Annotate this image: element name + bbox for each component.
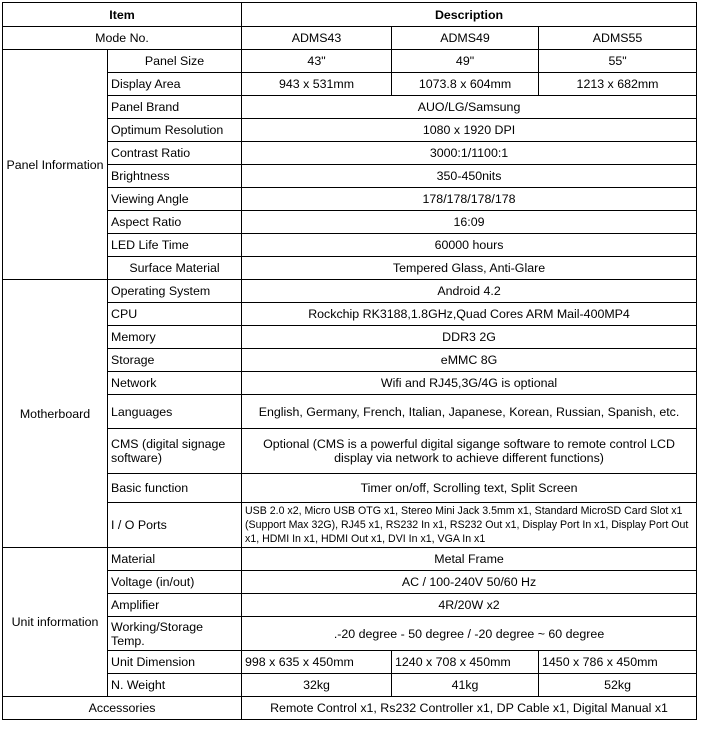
row-value: Android 4.2 bbox=[242, 280, 697, 303]
row-value: AC / 100-240V 50/60 Hz bbox=[242, 571, 697, 594]
header-row bbox=[3, 3, 697, 27]
row-label: Brightness bbox=[108, 165, 242, 188]
row-value: 49" bbox=[392, 50, 539, 73]
model-row bbox=[3, 27, 697, 50]
table-row bbox=[3, 257, 697, 280]
row-value: 43" bbox=[242, 50, 392, 73]
row-label: N. Weight bbox=[108, 674, 242, 697]
table-row bbox=[3, 96, 697, 119]
section-motherboard: Motherboard bbox=[3, 280, 108, 548]
row-label: Voltage (in/out) bbox=[108, 571, 242, 594]
row-value: Metal Frame bbox=[242, 548, 697, 571]
row-label: I / O Ports bbox=[108, 503, 242, 548]
model-name: ADMS43 bbox=[242, 27, 392, 50]
row-value: eMMC 8G bbox=[242, 349, 697, 372]
table-row bbox=[3, 50, 697, 73]
row-label: CPU bbox=[108, 303, 242, 326]
description-header: Description bbox=[242, 3, 697, 27]
row-value: 41kg bbox=[392, 674, 539, 697]
table-row bbox=[3, 503, 697, 548]
row-label: LED Life Time bbox=[108, 234, 242, 257]
table-row bbox=[3, 349, 697, 372]
table-row bbox=[3, 594, 697, 617]
table-row bbox=[3, 429, 697, 474]
accessories-label: Accessories bbox=[3, 697, 242, 720]
spec-table bbox=[2, 2, 697, 720]
row-value: Timer on/off, Scrolling text, Split Screen bbox=[242, 474, 697, 503]
row-value: 1080 x 1920 DPI bbox=[242, 119, 697, 142]
row-label: Aspect Ratio bbox=[108, 211, 242, 234]
row-value: 178/178/178/178 bbox=[242, 188, 697, 211]
row-value: Tempered Glass, Anti-Glare bbox=[242, 257, 697, 280]
table-row bbox=[3, 211, 697, 234]
table-row bbox=[3, 395, 697, 429]
row-label: Viewing Angle bbox=[108, 188, 242, 211]
row-value: 55" bbox=[539, 50, 697, 73]
model-name: ADMS55 bbox=[539, 27, 697, 50]
table-row bbox=[3, 142, 697, 165]
row-label: Network bbox=[108, 372, 242, 395]
table-row bbox=[3, 280, 697, 303]
row-label: Unit Dimension bbox=[108, 651, 242, 674]
row-value: 52kg bbox=[539, 674, 697, 697]
row-value: 16:09 bbox=[242, 211, 697, 234]
row-label: Languages bbox=[108, 395, 242, 429]
row-label: Memory bbox=[108, 326, 242, 349]
row-value: .-20 degree - 50 degree / -20 degree ~ 60 degree bbox=[242, 617, 697, 651]
row-value: 998 x 635 x 450mm bbox=[242, 651, 392, 674]
table-row bbox=[3, 548, 697, 571]
accessories-value: Remote Control x1, Rs232 Controller x1, DP Cable x1, Digital Manual x1 bbox=[242, 697, 697, 720]
item-header: Item bbox=[3, 3, 242, 27]
model-name: ADMS49 bbox=[392, 27, 539, 50]
row-value: 4R/20W x2 bbox=[242, 594, 697, 617]
row-label: Material bbox=[108, 548, 242, 571]
row-value: Wifi and RJ45,3G/4G is optional bbox=[242, 372, 697, 395]
row-label: Operating System bbox=[108, 280, 242, 303]
section-unit-information: Unit information bbox=[3, 548, 108, 697]
table-row bbox=[3, 73, 697, 96]
row-label: Amplifier bbox=[108, 594, 242, 617]
table-row bbox=[3, 234, 697, 257]
table-row bbox=[3, 474, 697, 503]
table-row bbox=[3, 303, 697, 326]
section-panel-information: Panel Information bbox=[3, 50, 108, 280]
row-value: 32kg bbox=[242, 674, 392, 697]
row-label: CMS (digital signage software) bbox=[108, 429, 242, 474]
table-row bbox=[3, 326, 697, 349]
row-value: 1240 x 708 x 450mm bbox=[392, 651, 539, 674]
row-value: 1213 x 682mm bbox=[539, 73, 697, 96]
row-value: 350-450nits bbox=[242, 165, 697, 188]
table-row bbox=[3, 372, 697, 395]
row-label: Panel Brand bbox=[108, 96, 242, 119]
row-label: Storage bbox=[108, 349, 242, 372]
table-row bbox=[3, 617, 697, 651]
row-value: AUO/LG/Samsung bbox=[242, 96, 697, 119]
accessories-row bbox=[3, 697, 697, 720]
row-value: English, Germany, French, Italian, Japanese, Korean, Russian, Spanish, etc. bbox=[242, 395, 697, 429]
row-label: Contrast Ratio bbox=[108, 142, 242, 165]
row-value: 943 x 531mm bbox=[242, 73, 392, 96]
row-value: Optional (CMS is a powerful digital sigange software to remote control LCD display via network to achieve different functions) bbox=[242, 429, 697, 474]
row-value: 60000 hours bbox=[242, 234, 697, 257]
table-row bbox=[3, 119, 697, 142]
model-label: Mode No. bbox=[3, 27, 242, 50]
row-value: 1450 x 786 x 450mm bbox=[539, 651, 697, 674]
row-label: Display Area bbox=[108, 73, 242, 96]
row-value: USB 2.0 x2, Micro USB OTG x1, Stereo Mini Jack 3.5mm x1, Standard MicroSD Card Slot x1 (Support Max 32G), RJ45 x1, RS232 In x1, RS232 Out x1, Display Port In x1, Display Port Out x1, HDMI In x1, HDMI Out x1, DVI In x1, VGA In x1 bbox=[242, 503, 697, 548]
row-value: DDR3 2G bbox=[242, 326, 697, 349]
row-label: Basic function bbox=[108, 474, 242, 503]
row-value: 1073.8 x 604mm bbox=[392, 73, 539, 96]
table-row bbox=[3, 165, 697, 188]
row-label: Surface Material bbox=[108, 257, 242, 280]
row-label: Panel Size bbox=[108, 50, 242, 73]
row-label: Optimum Resolution bbox=[108, 119, 242, 142]
table-row bbox=[3, 571, 697, 594]
table-row bbox=[3, 651, 697, 674]
table-row bbox=[3, 188, 697, 211]
table-row bbox=[3, 674, 697, 697]
row-value: Rockchip RK3188,1.8GHz,Quad Cores ARM Mail-400MP4 bbox=[242, 303, 697, 326]
row-label: Working/Storage Temp. bbox=[108, 617, 242, 651]
row-value: 3000:1/1100:1 bbox=[242, 142, 697, 165]
